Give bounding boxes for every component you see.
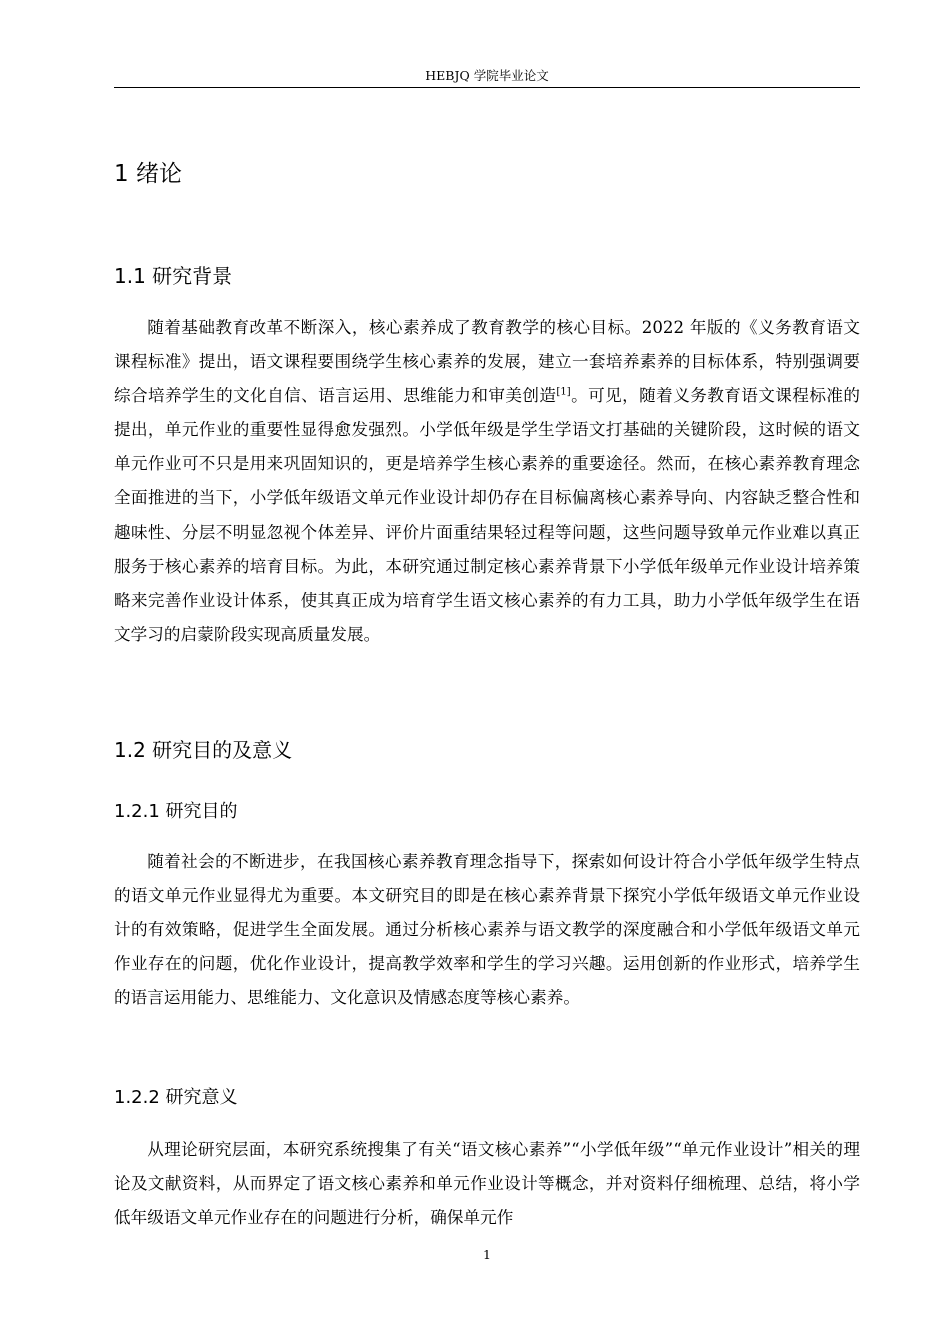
header-rule xyxy=(114,87,860,88)
paragraph-research-purpose: 随着社会的不断进步，在我国核心素养教育理念指导下，探索如何设计符合小学低年级学生特点的语文单元作业显得尤为重要。本文研究目的即是在核心素养背景下探究小学低年级语文单元作业设计的有效策略，促进学生全面发展。通过分析核心素养与语文教学的深度融合和小学低年级语文单元作业存在的问题，优化作业设计，提高教学效率和学生的学习兴趣。运用创新的作业形式，培养学生的语言运用能力、思维能力、文化意识及情感态度等核心素养。 xyxy=(114,852,860,1008)
running-header: HEBJQ 学院毕业论文 xyxy=(425,68,549,83)
section-title-1-1: 1.1 研究背景 xyxy=(114,264,233,288)
subsection-title-1-2-1: 1.2.1 研究目的 xyxy=(114,801,238,822)
paragraph-text: 。可见，随着义务教育语文课程标准的提出，单元作业的重要性显得愈发强烈。小学低年级是学生学语文打基础的关键阶段，这时候的语文单元作业可不只是用来巩固知识的，更是培养学生核心素养的重要途径。然而，在核心素养教育理念全面推进的当下，小学低年级语文单元作业设计却仍存在目标偏离核心素养导向、内容缺乏整合性和趣味性、分层不明显忽视个体差异、评价片面重结果轻过程等问题，这些问题导致单元作业难以真正服务于核心素养的培育目标。为此，本研究通过制定核心素养背景下小学低年级单元作业设计培养策略来完善作业设计体系，使其真正成为培育学生语文核心素养的有力工具，助力小学低年级学生在语文学习的启蒙阶段实现高质量发展。 xyxy=(114,386,860,644)
paragraph-text: 随着基础教育改革不断深入，核心素养成了教育教学的核心目标。2022 年版的《义务教育语文课程标准》提出，语文课程要围绕学生核心素养的发展，建立一套培养素养的目标体系，特别强调要综合培养学生的文化自信、语言运用、思维能力和审美创造 xyxy=(114,318,860,406)
page-number: 1 xyxy=(483,1247,491,1262)
citation-marker: [1] xyxy=(556,386,571,398)
section-title-1-2: 1.2 研究目的及意义 xyxy=(114,738,293,762)
paragraph-research-background xyxy=(114,311,860,652)
chapter-title: 1 绪论 xyxy=(114,161,182,187)
subsection-title-1-2-2: 1.2.2 研究意义 xyxy=(114,1087,238,1108)
paragraph-research-significance: 从理论研究层面，本研究系统搜集了有关“语文核心素养”“小学低年级”“单元作业设计”相关的理论及文献资料，从而界定了语文核心素养和单元作业设计等概念，并对资料仔细梳理、总结，将小学低年级语文单元作业存在的问题进行分析，确保单元作 xyxy=(114,1140,860,1228)
